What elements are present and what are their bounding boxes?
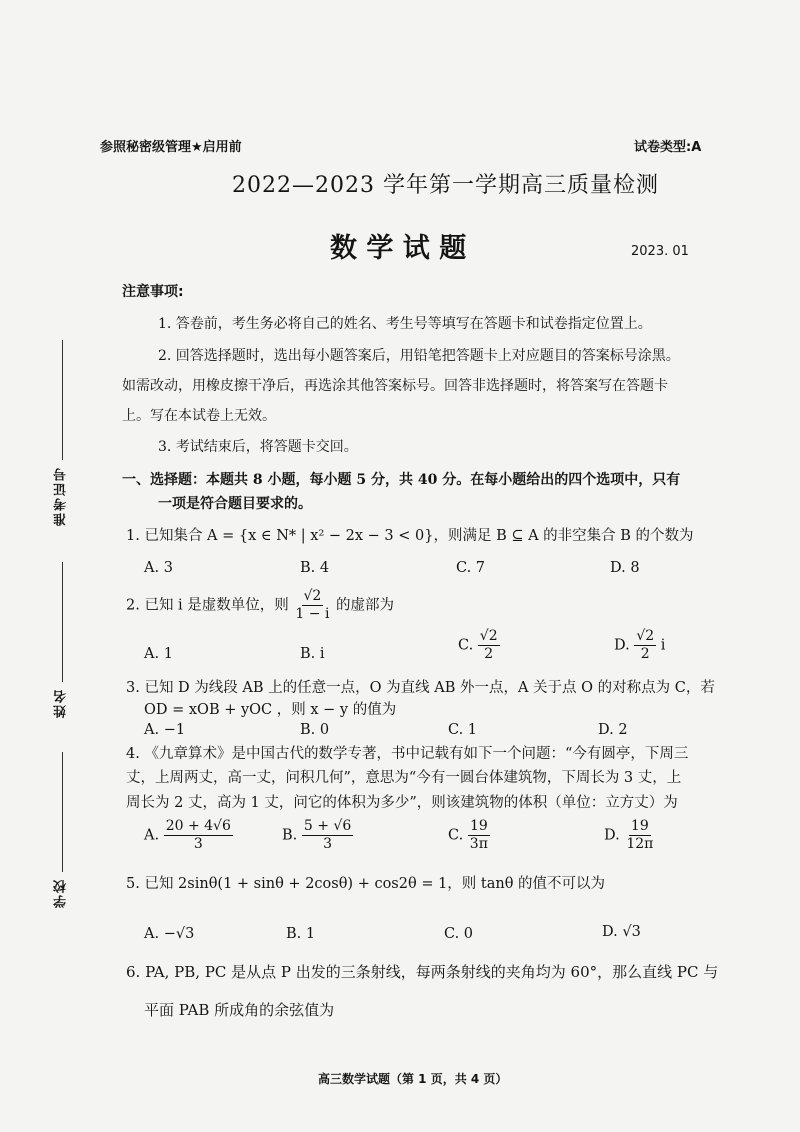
q4-option-c-num: 19 <box>469 818 488 834</box>
q5-option-c: C. 0 <box>444 926 474 942</box>
q4-stem-line-2: 丈，上周两丈，高一丈，问积几何”，意思为“今有一圆台体建筑物，下周长为 3 丈，上 <box>126 770 682 786</box>
q1-option-a: A. 3 <box>144 560 173 576</box>
q2-option-a: A. 1 <box>144 646 173 662</box>
q2-frac-numerator: √2 <box>303 588 322 604</box>
q4-option-b-fraction <box>302 818 353 853</box>
name-label: 姓名 <box>54 688 69 718</box>
q3-option-c: C. 1 <box>448 722 478 738</box>
section-heading: 一、选择题：本题共 8 小题，每小题 5 分，共 40 分。在每小题给出的四个选项中，只有 <box>122 472 681 488</box>
q4-option-d <box>604 818 655 853</box>
name-line <box>62 562 63 682</box>
q4-option-b-den: 3 <box>323 836 333 852</box>
q5-option-b: B. 1 <box>286 926 316 942</box>
exam-id-label: 准考证号 <box>54 466 69 526</box>
q4-option-b-num: 5 + √6 <box>303 818 352 834</box>
q4-option-c <box>448 818 490 853</box>
q2-option-d-label: D. <box>614 637 630 654</box>
notice-item-3: 3. 考试结束后，将答题卡交回。 <box>158 439 358 455</box>
q4-option-a <box>144 818 233 853</box>
q2-option-d-den: 2 <box>640 646 650 662</box>
q3-stem-cont: OD = xOB + yOC ，则 x − y 的值为 <box>144 702 397 718</box>
q4-option-a-num: 20 + 4√6 <box>165 818 231 834</box>
page-footer: 高三数学试题（第 1 页，共 4 页） <box>318 1072 508 1086</box>
q2-option-d <box>614 628 665 663</box>
q2-option-c-num: √2 <box>479 628 498 644</box>
q1-option-d: D. 8 <box>610 560 640 576</box>
q2-stem-pre: 2. 已知 i 是虚数单位，则 <box>126 597 289 614</box>
exam-date: 2023. 01 <box>631 244 689 259</box>
q2-option-c-label: C. <box>458 637 474 654</box>
exam-id-line <box>62 340 63 460</box>
q2-option-b: B. i <box>300 646 325 662</box>
q4-option-a-fraction <box>164 818 233 853</box>
notice-item-2-end: 上。写在本试卷上无效。 <box>122 408 276 424</box>
section-heading-cont: 一项是符合题目要求的。 <box>158 496 312 512</box>
q4-option-d-label: D. <box>604 827 620 844</box>
q3-option-d: D. 2 <box>598 722 628 738</box>
notice-heading: 注意事项: <box>122 284 184 300</box>
q6-stem-cont: 平面 PAB 所成角的余弦值为 <box>144 1001 335 1019</box>
secret-level: 参照秘密级管理★启用前 <box>100 140 242 155</box>
exam-title: 2022—2023 学年第一学期高三质量检测 <box>232 173 659 198</box>
q5-option-d: D. √3 <box>602 924 641 940</box>
q4-option-b-label: B. <box>282 827 298 844</box>
notice-item-2: 2. 回答选择题时，选出每小题答案后，用铅笔把答题卡上对应题目的答案标号涂黑。 <box>158 348 680 364</box>
q4-option-d-den: 12π <box>626 836 654 852</box>
paper-type: 试卷类型:A <box>634 140 702 155</box>
q4-option-d-fraction <box>624 818 655 853</box>
q2-fraction <box>293 588 331 623</box>
q2-option-c-den: 2 <box>484 646 494 662</box>
q4-option-c-label: C. <box>448 827 464 844</box>
subject-title: 数 学 试 题 <box>330 233 467 264</box>
q4-option-d-num: 19 <box>630 818 649 834</box>
q2-stem <box>126 588 394 623</box>
q4-option-a-label: A. <box>144 827 160 844</box>
q2-option-c-fraction <box>478 628 500 663</box>
q4-option-c-den: 3π <box>469 836 488 852</box>
q3-option-a: A. −1 <box>144 722 186 738</box>
q2-option-c <box>458 628 500 663</box>
school-label: 学校 <box>54 878 69 908</box>
q1-option-b: B. 4 <box>300 560 330 576</box>
q4-stem-line-3: 周长为 2 丈，高为 1 丈，问它的体积为多少”，则该建筑物的体积（单位：立方丈）为 <box>126 795 678 811</box>
q1-option-c: C. 7 <box>456 560 486 576</box>
q4-option-b <box>282 818 353 853</box>
q2-option-d-suffix: i <box>660 637 666 654</box>
q3-stem: 3. 已知 D 为线段 AB 上的任意一点，O 为直线 AB 外一点，A 关于点 O 的对称点为 C，若 <box>126 680 715 696</box>
q2-option-d-num: √2 <box>636 628 655 644</box>
q2-stem-post: 的虚部为 <box>336 597 395 614</box>
q1-stem: 1. 已知集合 A = {x ∈ N* | x² − 2x − 3 < 0}，则满足 B ⊆ A 的非空集合 B 的个数为 <box>126 528 694 544</box>
q2-option-d-fraction <box>634 628 656 663</box>
q4-stem: 4. 《九章算术》是中国古代的数学专著，书中记载有如下一个问题：“今有圆亭，下周三 <box>126 746 689 762</box>
q3-option-b: B. 0 <box>300 722 330 738</box>
q5-option-a: A. −√3 <box>144 926 195 942</box>
q4-option-c-fraction <box>468 818 490 853</box>
notice-item-1: 1. 答卷前，考生务必将自己的姓名、考生号等填写在答题卡和试卷指定位置上。 <box>158 316 652 332</box>
q6-stem: 6. PA, PB, PC 是从点 P 出发的三条射线，每两条射线的夹角均为 60°，那么直线 PC 与 <box>126 963 719 981</box>
q5-stem: 5. 已知 2sinθ(1 + sinθ + 2cosθ) + cos2θ = 1，则 tanθ 的值不可以为 <box>126 876 606 892</box>
school-line <box>62 752 63 872</box>
q2-frac-denominator: 1 − i <box>295 606 330 622</box>
q4-option-a-den: 3 <box>193 836 203 852</box>
notice-item-2-cont: 如需改动，用橡皮擦干净后，再选涂其他答案标号。回答非选择题时，将答案写在答题卡 <box>122 378 668 394</box>
